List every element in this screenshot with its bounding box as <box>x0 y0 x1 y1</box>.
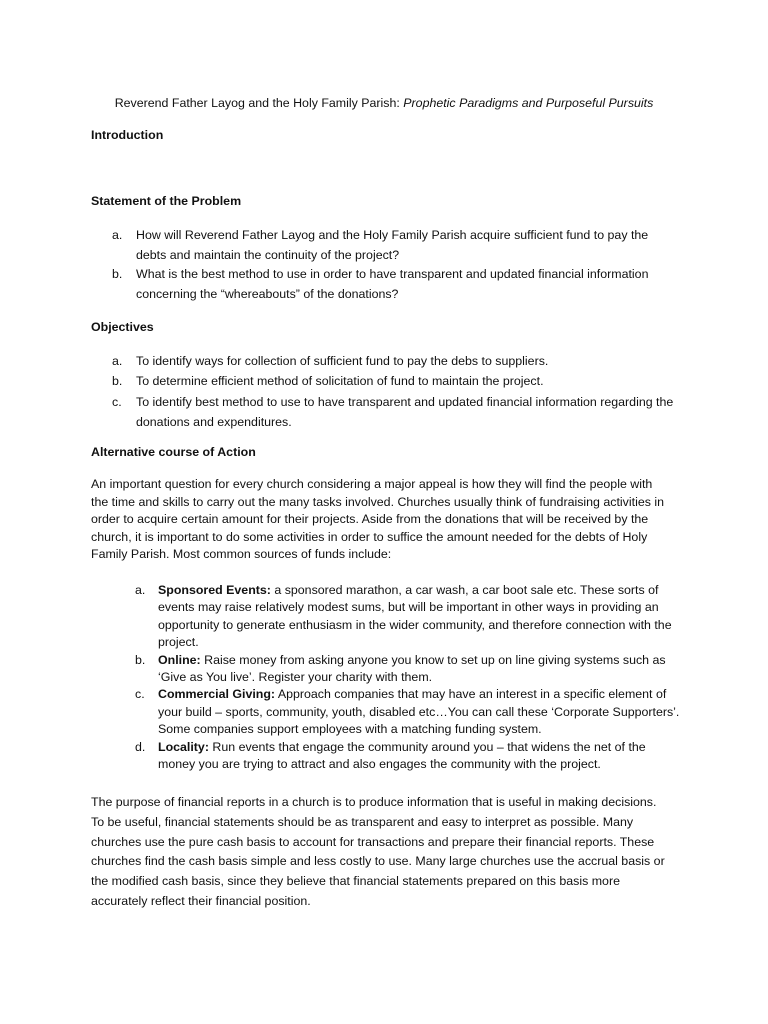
list-marker: b. <box>112 374 123 389</box>
list-item-text: To identify best method to use to have transparent and updated financial information regarding the donations and expenditures. <box>136 394 674 429</box>
source-term: Commercial Giving: <box>158 687 276 702</box>
list-item <box>135 739 680 774</box>
list-marker: a. <box>135 583 146 597</box>
list-item-text: To identify ways for collection of sufficient fund to pay the debs to suppliers. <box>136 354 549 368</box>
title-main: Reverend Father Layog and the Holy Family Parish: <box>114 96 404 110</box>
problem-list <box>112 226 672 304</box>
problem-heading: Statement of the Problem <box>91 194 242 208</box>
introduction-heading: Introduction <box>91 128 164 142</box>
objectives-list <box>112 351 677 432</box>
list-item-text: What is the best method to use in order to have transparent and updated financial information concerning the “whereabouts” of the donations? <box>136 267 649 301</box>
source-term: Sponsored Events: <box>158 583 271 597</box>
source-term: Locality: <box>158 739 209 754</box>
list-marker: a. <box>112 228 123 242</box>
alternative-heading: Alternative course of Action <box>91 445 256 459</box>
list-marker: d. <box>135 739 146 754</box>
sources-list <box>135 582 680 773</box>
list-item <box>112 351 677 371</box>
list-item-text: To determine efficient method of solicitation of fund to maintain the project. <box>136 374 544 389</box>
list-marker: b. <box>112 267 123 282</box>
title-subtitle: Prophetic Paradigms and Purposeful Pursuits <box>403 96 654 110</box>
list-item <box>135 652 680 687</box>
document-title <box>0 95 768 111</box>
list-item <box>112 371 677 391</box>
objectives-heading: Objectives <box>91 320 154 334</box>
list-item <box>112 265 672 304</box>
list-item-text: How will Reverend Father Layog and the Holy Family Parish acquire sufficient fund to pay the debts and maintain the continuity of the project? <box>136 228 649 262</box>
source-term: Online: <box>158 652 201 667</box>
list-item-text: Run events that engage the community around you – that widens the net of the money you are trying to attract and also engages the community with the project. <box>158 739 646 772</box>
alternative-paragraph: An important question for every church considering a major appeal is how they will find the people with the time and skills to carry out the many tasks involved. Churches usually think of fundraising activities in order to acquire certain amount for their projects. Aside from the donations that will be received by the church, it is important to do some activities in order to suffice the amount needed for the debts of Holy Family Parish. Most common sources of funds include: <box>91 477 664 562</box>
list-marker: c. <box>135 687 145 702</box>
list-item-text: Approach companies that may have an interest in a specific element of your build – sports, community, youth, disabled etc…You can call these ‘Corporate Supporters’. Some companies support employees with a matching funding system. <box>158 687 680 737</box>
list-marker: c. <box>112 394 122 409</box>
list-item <box>135 686 680 738</box>
list-marker: a. <box>112 354 123 368</box>
closing-paragraph: The purpose of financial reports in a church is to produce information that is useful in making decisions. To be useful, financial statements should be as transparent and easy to interpret as possible. Many churches use the pure cash basis to account for transactions and prepare their financial reports. These churches find the cash basis simple and less costly to use. Many large churches use the accrual basis or the modified cash basis, since they believe that financial statements prepared on this basis more accurately reflect their financial position. <box>91 795 665 908</box>
list-item <box>112 226 672 265</box>
list-item-text: Raise money from asking anyone you know to set up on line giving systems such as ‘Give as You live’. Register your charity with them. <box>158 652 666 685</box>
list-item <box>135 582 680 652</box>
list-item-text: a sponsored marathon, a car wash, a car boot sale etc. These sorts of events may raise relatively modest sums, but will be important in other ways in providing an opportunity to generate enthusiasm in the wider community, and therefore connection with the project. <box>158 583 672 650</box>
list-item <box>112 392 677 433</box>
list-marker: b. <box>135 652 146 667</box>
